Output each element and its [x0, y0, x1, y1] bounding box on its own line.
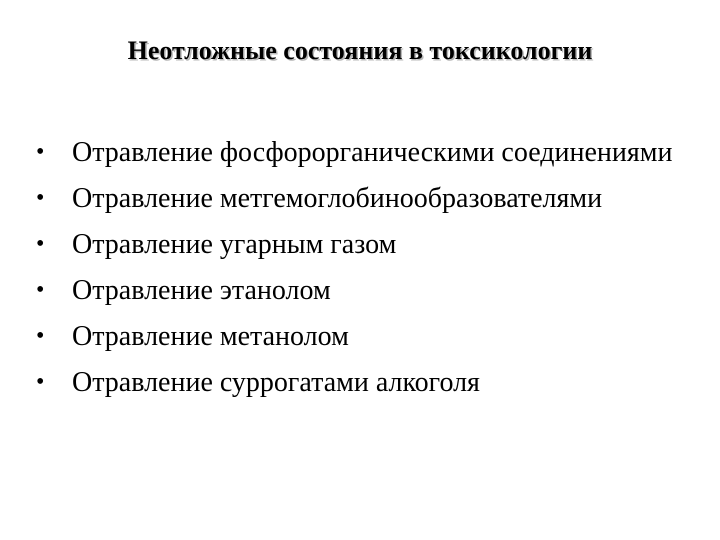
list-item [36, 318, 706, 355]
list-item [36, 272, 706, 309]
list-item-text: Отравление метгемоглобинообразователями [72, 183, 603, 214]
list-item-text: Отравление фосфорорганическими соединениями [72, 137, 673, 168]
bullet-icon: • [36, 277, 45, 303]
list-item-text: Отравление метанолом [72, 321, 349, 352]
list-item [36, 134, 706, 171]
bullet-icon: • [36, 369, 45, 395]
bullet-icon: • [36, 139, 45, 165]
bullet-icon: • [36, 231, 45, 257]
list-item [36, 364, 706, 401]
slide-title: Неотложные состояния в токсикологии [127, 36, 593, 65]
list-item [36, 180, 706, 217]
list-item-text: Отравление угарным газом [72, 229, 397, 260]
bullet-list [36, 134, 706, 410]
list-item-text: Отравление этанолом [72, 275, 331, 306]
bullet-icon: • [36, 185, 45, 211]
list-item [36, 226, 706, 263]
list-item-text: Отравление суррогатами алкоголя [72, 367, 480, 398]
bullet-icon: • [36, 323, 45, 349]
